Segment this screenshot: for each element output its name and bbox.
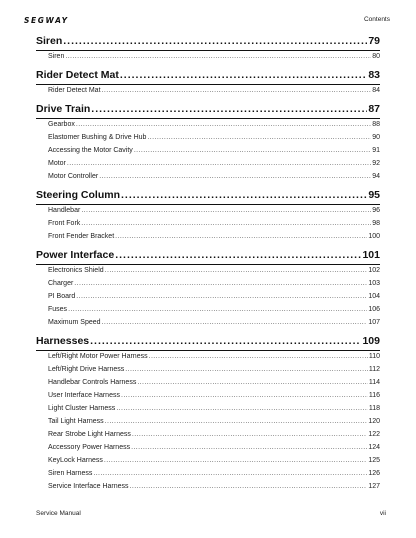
dot-leader [81,205,371,217]
toc-item-page: 112 [368,366,380,373]
toc-section-title: Steering Column [36,189,121,201]
toc-item-title: User Interface Harness [48,392,120,399]
toc-item-title: Maximum Speed [48,319,101,326]
toc-item-entry[interactable] [36,304,380,317]
toc-section-page: 101 [362,249,380,261]
toc-item-entry[interactable] [36,377,380,390]
dot-leader [93,468,367,480]
dot-leader [137,377,368,389]
dot-leader [99,171,371,183]
toc-section-title: Siren [36,35,63,47]
dot-leader [74,278,367,290]
toc-item-title: Tail Light Harness [48,418,104,425]
dot-leader [134,145,371,157]
toc-item-page: 92 [372,160,380,167]
dot-leader [149,351,368,363]
dot-leader [130,481,368,493]
dot-leader [102,317,368,329]
toc-item-entry[interactable] [36,278,380,291]
toc-item-entry[interactable] [36,171,380,184]
toc-item-entry[interactable] [36,205,380,218]
toc-item-title: Motor [48,160,66,167]
toc-section-entry[interactable] [36,34,380,51]
dot-leader [65,51,371,63]
toc-item-title: PI Board [48,293,76,300]
toc-item-title: Elastomer Bushing & Drive Hub [48,134,147,141]
toc-section-page: 79 [368,35,380,47]
dot-leader [121,188,367,202]
toc-item-page: 103 [368,280,380,287]
dot-leader [105,265,368,277]
toc-item-entry[interactable] [36,119,380,132]
footer-document-name: Service Manual [36,510,81,517]
header-section-label: Contents [363,16,390,23]
toc-item-page: 118 [368,405,380,412]
toc-item-page: 126 [368,470,380,477]
toc-item-title: Siren [48,53,65,60]
toc-item-page: 114 [368,379,380,386]
toc-item-entry[interactable] [36,455,380,468]
dot-leader [105,416,368,428]
toc-section-entry[interactable] [36,188,380,205]
table-of-contents [36,34,380,494]
toc-item-page: 84 [372,87,380,94]
dot-leader [147,132,371,144]
toc-section-title: Power Interface [36,249,115,261]
toc-item-title: Service Interface Harness [48,483,129,490]
toc-item-entry[interactable] [36,85,380,98]
toc-item-entry[interactable] [36,351,380,364]
dot-leader [125,364,368,376]
toc-item-entry[interactable] [36,390,380,403]
toc-item-page: 90 [372,134,380,141]
toc-item-entry[interactable] [36,265,380,278]
toc-item-page: 127 [368,483,380,490]
toc-item-title: Front Fork [48,220,81,227]
toc-item-page: 96 [372,207,380,214]
toc-item-page: 80 [372,53,380,60]
toc-item-entry[interactable] [36,51,380,64]
toc-item-title: KeyLock Harness [48,457,103,464]
dot-leader [115,248,361,262]
toc-item-entry[interactable] [36,442,380,455]
toc-section-entry[interactable] [36,248,380,265]
toc-item-title: Rider Detect Mat [48,87,101,94]
toc-item-title: Handlebar Controls Harness [48,379,137,386]
segway-logo: SEGWAY [24,16,69,25]
toc-item-page: 120 [368,418,380,425]
toc-item-title: Handlebar [48,207,81,214]
toc-item-page: 106 [368,306,380,313]
toc-item-title: Accessing the Motor Cavity [48,147,133,154]
dot-leader [67,158,371,170]
dot-leader [131,442,367,454]
toc-item-title: Light Cluster Harness [48,405,116,412]
toc-item-title: Left/Right Motor Power Harness [48,353,148,360]
toc-item-entry[interactable] [36,145,380,158]
toc-item-title: Charger [48,280,74,287]
toc-item-title: Accessory Power Harness [48,444,131,451]
toc-section-entry[interactable] [36,68,380,85]
toc-item-page: 88 [372,121,380,128]
toc-item-entry[interactable] [36,132,380,145]
toc-section-title: Rider Detect Mat [36,69,119,81]
toc-section-title: Drive Train [36,103,91,115]
toc-item-page: 102 [368,267,380,274]
toc-item-title: Rear Strobe Light Harness [48,431,131,438]
toc-item-entry[interactable] [36,468,380,481]
dot-leader [63,34,367,48]
toc-item-page: 125 [368,457,380,464]
toc-item-page: 110 [368,353,380,360]
toc-item-entry[interactable] [36,291,380,304]
toc-item-title: Motor Controller [48,173,99,180]
dot-leader [90,334,361,348]
dot-leader [115,231,367,243]
toc-item-page: 122 [368,431,380,438]
toc-item-entry[interactable] [36,403,380,416]
toc-item-entry[interactable] [36,416,380,429]
dot-leader [120,68,367,82]
dot-leader [102,85,372,97]
toc-section-page: 83 [368,69,380,81]
dot-leader [116,403,368,415]
dot-leader [81,218,371,230]
toc-section-title: Harnesses [36,335,90,347]
dot-leader [76,119,371,131]
toc-item-entry[interactable] [36,218,380,231]
toc-item-page: 124 [368,444,380,451]
toc-item-title: Front Fender Bracket [48,233,115,240]
toc-item-title: Left/Right Drive Harness [48,366,125,373]
toc-item-page: 107 [368,319,380,326]
toc-item-entry[interactable] [36,317,380,330]
dot-leader [91,102,367,116]
toc-item-title: Fuses [48,306,68,313]
toc-item-entry[interactable] [36,231,380,244]
toc-section-entry[interactable] [36,334,380,351]
toc-item-page: 91 [372,147,380,154]
toc-item-page: 104 [368,293,380,300]
toc-item-title: Siren Harness [48,470,93,477]
toc-item-title: Gearbox [48,121,75,128]
toc-section-entry[interactable] [36,102,380,119]
toc-item-entry[interactable] [36,429,380,442]
toc-item-page: 94 [372,173,380,180]
toc-item-entry[interactable] [36,364,380,377]
dot-leader [121,390,368,402]
toc-item-page: 116 [368,392,380,399]
toc-section-page: 95 [368,189,380,201]
toc-item-entry[interactable] [36,481,380,494]
toc-item-page: 98 [372,220,380,227]
toc-item-page: 100 [368,233,380,240]
dot-leader [68,304,367,316]
footer-page-number: vii [379,510,386,517]
toc-item-entry[interactable] [36,158,380,171]
dot-leader [132,429,367,441]
toc-section-page: 87 [368,103,380,115]
toc-section-page: 109 [362,335,380,347]
dot-leader [76,291,367,303]
toc-item-title: Electronics Shield [48,267,104,274]
dot-leader [104,455,367,467]
